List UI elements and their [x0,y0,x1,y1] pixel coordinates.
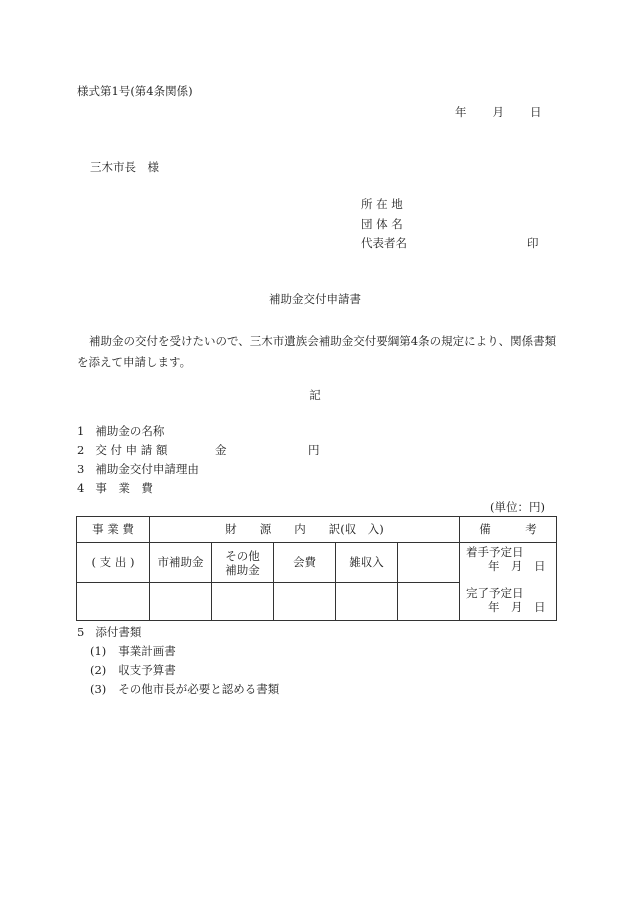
item-1-number: 1 [77,424,85,438]
item-3-number: 3 [77,462,85,476]
form-number: 様式第1号(第4条関係) [77,84,193,98]
date-month: 月 [492,105,504,119]
item-5-number: 5 [77,625,85,639]
misc-income-value-cell [336,583,398,621]
item-3-label: 補助金交付申請理由 [95,462,199,476]
remarks-header: 備 考 [460,517,557,543]
attachment-2-label: 収支予算書 [118,663,176,677]
kin-label: 金 [215,443,227,457]
expense-sub-header: ( 支 出 ) [77,543,150,583]
col-misc-income: 雑収入 [336,543,398,583]
col-other-subsidy: その他 補助金 [212,543,274,583]
unit-label: (単位：円) [490,500,545,514]
blank-value-cell [398,583,460,621]
attachment-1-number: (1) [90,644,107,658]
membership-fee-value-cell [274,583,336,621]
expense-value-cell [77,583,150,621]
item-2-label: 交 付 申 請 額 [95,443,168,457]
ki-heading: 記 [309,388,321,402]
item-5-label: 添付書類 [95,625,142,639]
date-year: 年 [455,105,467,119]
col-blank [398,543,460,583]
addressee: 三木市長 様 [90,160,159,174]
attachment-3-number: (3) [90,682,107,696]
budget-table [76,516,557,621]
expense-header: 事 業 費 [77,517,150,543]
col-membership-fee: 会費 [274,543,336,583]
start-date: 年 月 日 [488,559,546,573]
item-4 [77,483,153,495]
remarks-cell [460,543,557,621]
start-label: 着手予定日 [466,545,524,559]
representative-label: 代表者名 [361,236,407,250]
city-subsidy-value-cell [150,583,212,621]
document-title: 補助金交付申請書 [269,292,361,306]
seal-mark: 印 [527,236,539,250]
item-1-label: 補助金の名称 [95,424,165,438]
date-day: 日 [530,105,542,119]
item-2-number: 2 [77,443,85,457]
attachment-2 [90,665,176,677]
date-line [455,107,542,119]
item-4-number: 4 [77,481,85,495]
attachment-3 [90,684,279,696]
other-subsidy-value-cell [212,583,274,621]
end-date: 年 月 日 [488,600,546,614]
item-2 [77,445,167,457]
end-label: 完了予定日 [466,586,524,600]
org-name-label: 団 体 名 [361,217,403,231]
item-5 [77,627,141,639]
item-1 [77,426,164,438]
location-label: 所 在 地 [361,197,403,211]
col-city-subsidy: 市補助金 [150,543,212,583]
yen-label: 円 [308,443,320,457]
body-text: 補助金の交付を受けたいので、三木市遺族会補助金交付要綱第4条の規定により、関係書類を添えて申請します。 [77,334,557,369]
item-3 [77,464,199,476]
attachment-1-label: 事業計画書 [118,644,176,658]
item-4-label: 事 業 費 [95,481,153,495]
breakdown-header: 財 源 内 訳(収 入) [150,517,460,543]
attachment-1 [90,646,176,658]
attachment-2-number: (2) [90,663,107,677]
attachment-3-label: その他市長が必要と認める書類 [118,682,280,696]
